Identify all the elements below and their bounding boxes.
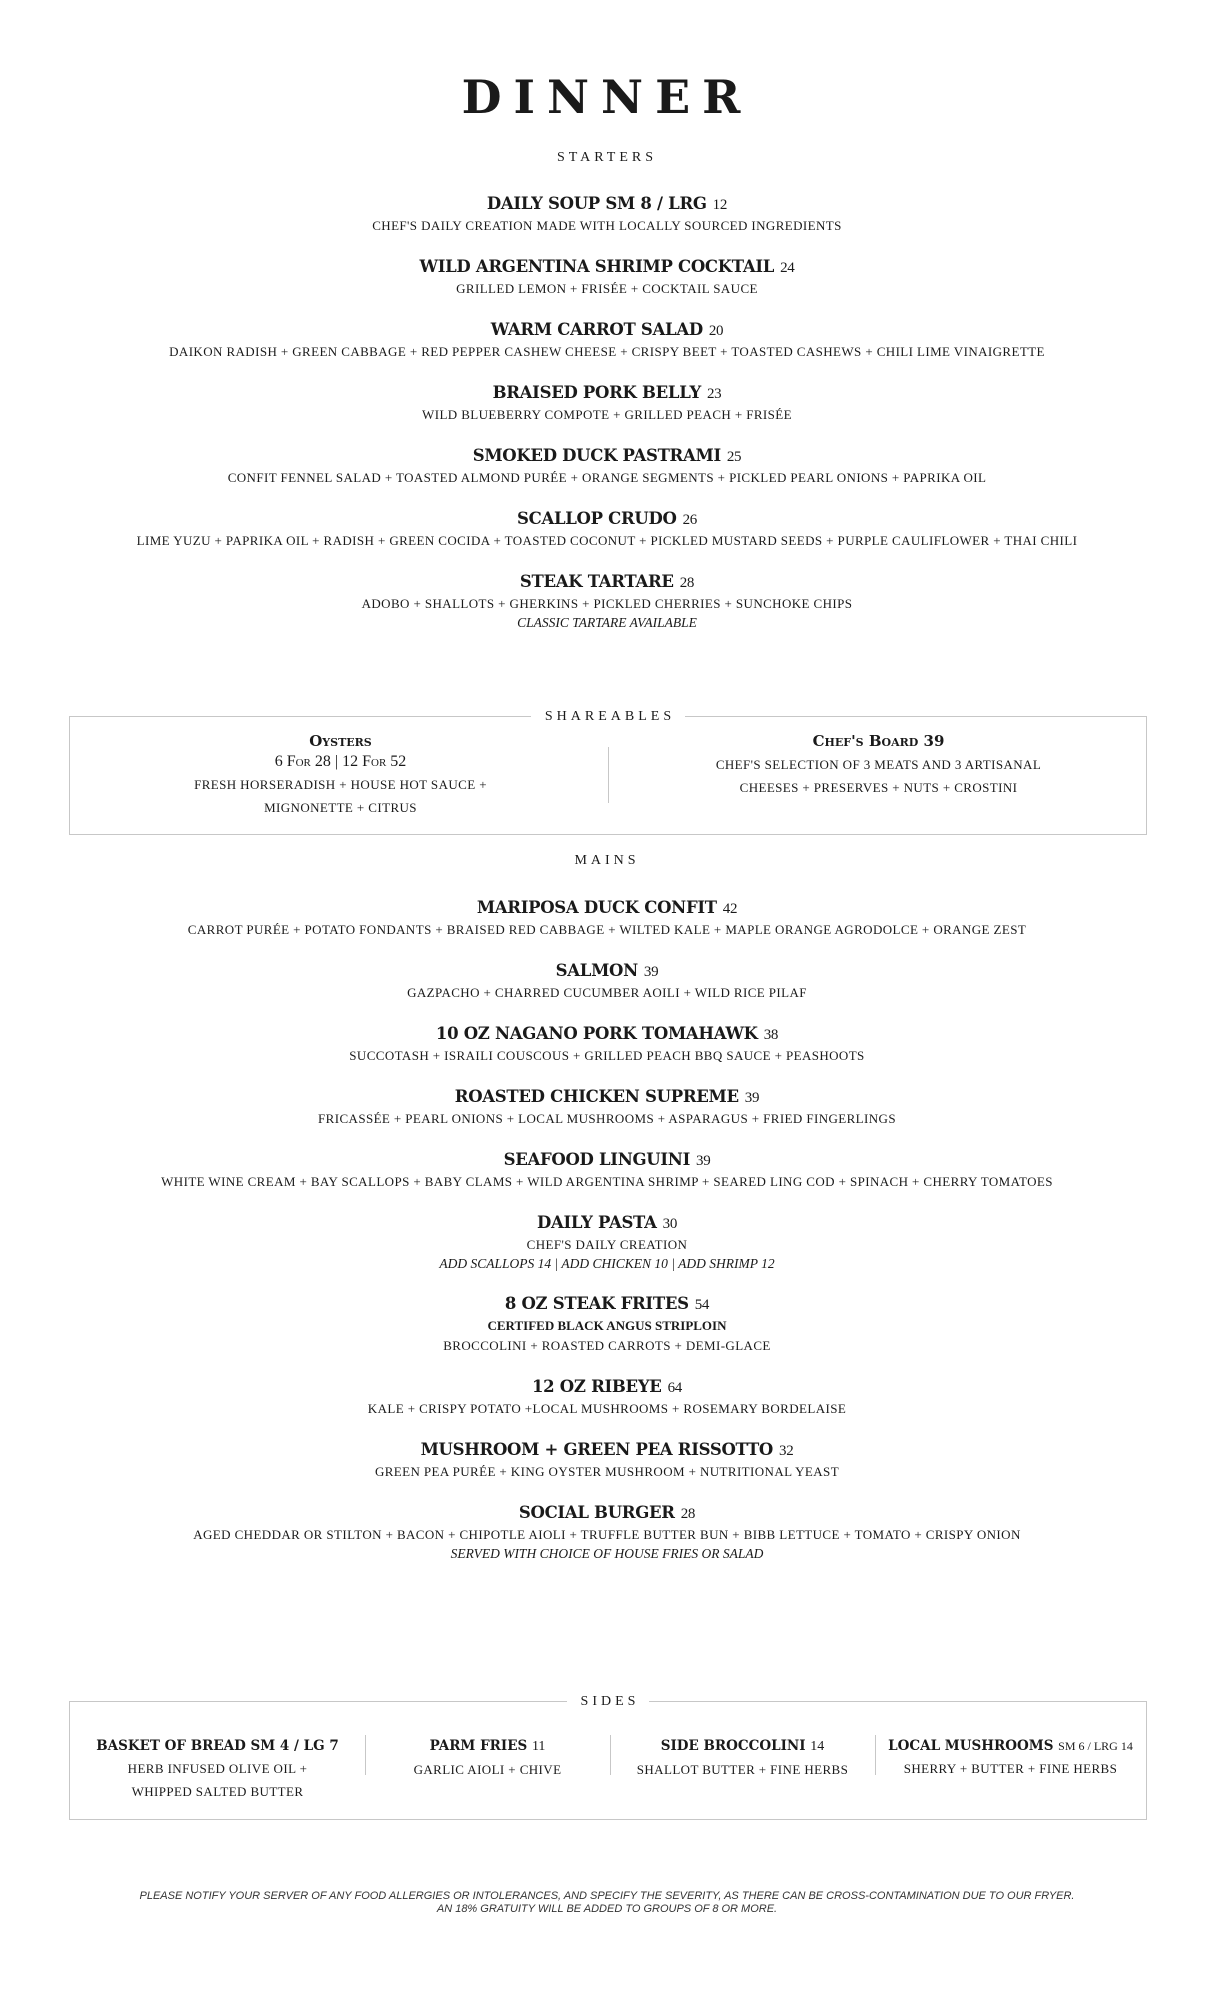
divider [608,747,609,803]
item-description: AGED CHEDDAR OR STILTON + BACON + CHIPOTLE AIOLI + TRUFFLE BUTTER BUN + BIBB LETTUCE + TOMATO + CRISPY ONION [193,1527,1021,1542]
section-sides-label: SIDES [567,1694,650,1709]
item-description: CHEF'S DAILY CREATION MADE WITH LOCALLY SOURCED INGREDIENTS [372,218,842,233]
item-price: 54 [694,1297,710,1313]
side-price: 11 [531,1739,546,1754]
section-mains-label: MAINS [574,853,640,868]
item-description: GAZPACHO + CHARRED CUCUMBER AOILI + WILD RICE PILAF [407,985,807,1000]
shareable-description: MIGNONETTE + CITRUS [264,800,417,815]
menu-item [0,897,1214,940]
item-name: 8 OZ STEAK FRITES [504,1294,689,1313]
item-name: SCALLOP CRUDO [517,509,677,528]
menu-item [0,256,1214,299]
starters-list [0,193,1214,652]
item-name: ROASTED CHICKEN SUPREME [454,1087,739,1106]
item-price: 42 [722,901,738,917]
menu-item [0,960,1214,1003]
item-name: BRAISED PORK BELLY [492,383,701,402]
side-description: HERB INFUSED OLIVE OIL + [127,1761,308,1776]
item-price: 32 [779,1443,794,1459]
menu-item [0,445,1214,488]
gratuity-notice-line: AN 18% GRATUITY WILL BE ADDED TO GROUPS OF 8 OR MORE. [436,1903,778,1915]
item-name: SMOKED DUCK PASTRAMI [472,446,721,465]
shareable-pricing: 6 For 28 | 12 For 52 [274,753,407,770]
side-item [875,1735,1146,1780]
item-price: 64 [667,1380,682,1396]
section-starters-label: STARTERS [556,150,658,165]
shareable-name: Chef's Board 39 [812,732,945,750]
item-price: 39 [744,1090,760,1106]
item-name: 12 OZ RIBEYE [532,1377,662,1396]
item-note: CLASSIC TARTARE AVAILABLE [517,615,697,630]
item-description: ADOBO + SHALLOTS + GHERKINS + PICKLED CHERRIES + SUNCHOKE CHIPS [361,596,853,611]
menu-item [0,1086,1214,1129]
menu-item [0,1149,1214,1192]
item-description: WHITE WINE CREAM + BAY SCALLOPS + BABY CLAMS + WILD ARGENTINA SHRIMP + SEARED LING COD + SPINACH + CHERRY TOMATOES [161,1174,1053,1189]
menu-item [0,1376,1214,1419]
item-note: ADD SCALLOPS 14 | ADD CHICKEN 10 | ADD SHRIMP 12 [439,1256,775,1271]
item-description: CARROT PURÉE + POTATO FONDANTS + BRAISED RED CABBAGE + WILTED KALE + MAPLE ORANGE AGRODOLCE + ORANGE ZEST [187,922,1027,937]
item-price: 25 [726,449,742,465]
side-description: SHERRY + BUTTER + FINE HERBS [903,1761,1118,1776]
shareable-name: Oysters [309,732,372,750]
item-price: 26 [682,512,697,528]
menu-item [0,1212,1214,1273]
side-description: WHIPPED SALTED BUTTER [131,1784,304,1799]
menu-item [0,1502,1214,1563]
item-name: SALMON [555,961,638,980]
item-name: WILD ARGENTINA SHRIMP COCKTAIL [419,257,775,276]
side-price: SM 6 / LRG 14 [1058,1739,1133,1753]
item-description: GREEN PEA PURÉE + KING OYSTER MUSHROOM + NUTRITIONAL YEAST [374,1464,840,1479]
mains-list [0,897,1214,1583]
item-description: KALE + CRISPY POTATO +LOCAL MUSHROOMS + ROSEMARY BORDELAISE [367,1401,847,1416]
item-subtitle: CERTIFED BLACK ANGUS STRIPLOIN [487,1318,727,1333]
item-price: 20 [708,323,724,339]
item-description: BROCCOLINI + ROASTED CARROTS + DEMI-GLACE [443,1338,771,1353]
item-description: FRICASSÉE + PEARL ONIONS + LOCAL MUSHROOMS + ASPARAGUS + FRIED FINGERLINGS [318,1111,896,1126]
side-name: PARM FRIES [429,1738,528,1754]
menu-item [0,571,1214,632]
sides-box [69,1694,1147,1820]
item-price: 12 [712,197,728,213]
menu-item [0,1439,1214,1482]
side-description: SHALLOT BUTTER + FINE HERBS [636,1762,849,1777]
shareable-description: FRESH HORSERADISH + HOUSE HOT SAUCE + [194,777,487,792]
item-description: GRILLED LEMON + FRISÉE + COCKTAIL SAUCE [456,281,758,296]
item-price: 28 [680,1506,696,1522]
item-description: LIME YUZU + PAPRIKA OIL + RADISH + GREEN COCIDA + TOASTED COCONUT + PICKLED MUSTARD SEEDS + PURPLE CAULIFLOWER + THAI CHILI [136,533,1078,548]
side-item [365,1735,610,1781]
shareable-description: CHEESES + PRESERVES + NUTS + CROSTINI [739,780,1018,795]
item-description: SUCCOTASH + ISRAILI COUSCOUS + GRILLED PEACH BBQ SAUCE + PEASHOOTS [349,1048,865,1063]
allergy-notice-line: PLEASE NOTIFY YOUR SERVER OF ANY FOOD ALLERGIES OR INTOLERANCES, AND SPECIFY THE SEVERITY, AS THERE CAN BE CROSS-CONTAMINATION DUE TO OUR FRYER. [139,1890,1075,1902]
side-name: SIDE BROCCOLINI [660,1738,806,1754]
item-description: CHEF'S DAILY CREATION [526,1237,688,1252]
item-price: 39 [643,964,659,980]
menu-item [0,1293,1214,1356]
item-name: DAILY PASTA [536,1213,657,1232]
menu-item [0,508,1214,551]
item-note: SERVED WITH CHOICE OF HOUSE FRIES OR SALAD [450,1546,764,1561]
side-item [70,1735,365,1803]
item-name: DAILY SOUP SM 8 / LRG [486,194,707,213]
item-name: SEAFOOD LINGUINI [503,1150,690,1169]
side-description: GARLIC AIOLI + CHIVE [413,1762,562,1777]
item-price: 23 [706,386,722,402]
item-price: 30 [662,1216,678,1232]
menu-item [0,193,1214,236]
side-name: LOCAL MUSHROOMS [888,1738,1054,1754]
item-name: WARM CARROT SALAD [490,320,703,339]
side-name: BASKET OF BREAD SM 4 / LG 7 [96,1738,339,1754]
section-shareables-label: SHAREABLES [531,709,685,724]
menu-item [0,319,1214,362]
item-price: 39 [696,1153,711,1169]
item-price: 28 [679,575,695,591]
menu-item [0,1023,1214,1066]
item-description: CONFIT FENNEL SALAD + TOASTED ALMOND PURÉE + ORANGE SEGMENTS + PICKLED PEARL ONIONS + PAPRIKA OIL [227,470,987,485]
item-name: MUSHROOM + GREEN PEA RISSOTTO [420,1440,774,1459]
item-name: SOCIAL BURGER [518,1503,675,1522]
side-item [610,1735,875,1781]
item-name: MARIPOSA DUCK CONFIT [476,898,717,917]
item-name: 10 OZ NAGANO PORK TOMAHAWK [435,1024,758,1043]
allergy-notice [0,1890,1214,1916]
menu-item [0,382,1214,425]
shareable-chefs-board [611,731,1146,799]
item-price: 24 [780,260,795,276]
item-description: DAIKON RADISH + GREEN CABBAGE + RED PEPPER CASHEW CHEESE + CRISPY BEET + TOASTED CASHEWS + CHILI LIME VINAIGRETTE [169,344,1045,359]
item-name: STEAK TARTARE [519,572,674,591]
menu-title: DINNER [461,70,753,124]
shareable-oysters [70,731,611,819]
item-price: 38 [763,1027,779,1043]
item-description: WILD BLUEBERRY COMPOTE + GRILLED PEACH + FRISÉE [422,407,792,422]
shareables-box [69,709,1147,835]
side-price: 14 [810,1739,825,1754]
shareable-description: CHEF'S SELECTION OF 3 MEATS AND 3 ARTISANAL [715,757,1042,772]
